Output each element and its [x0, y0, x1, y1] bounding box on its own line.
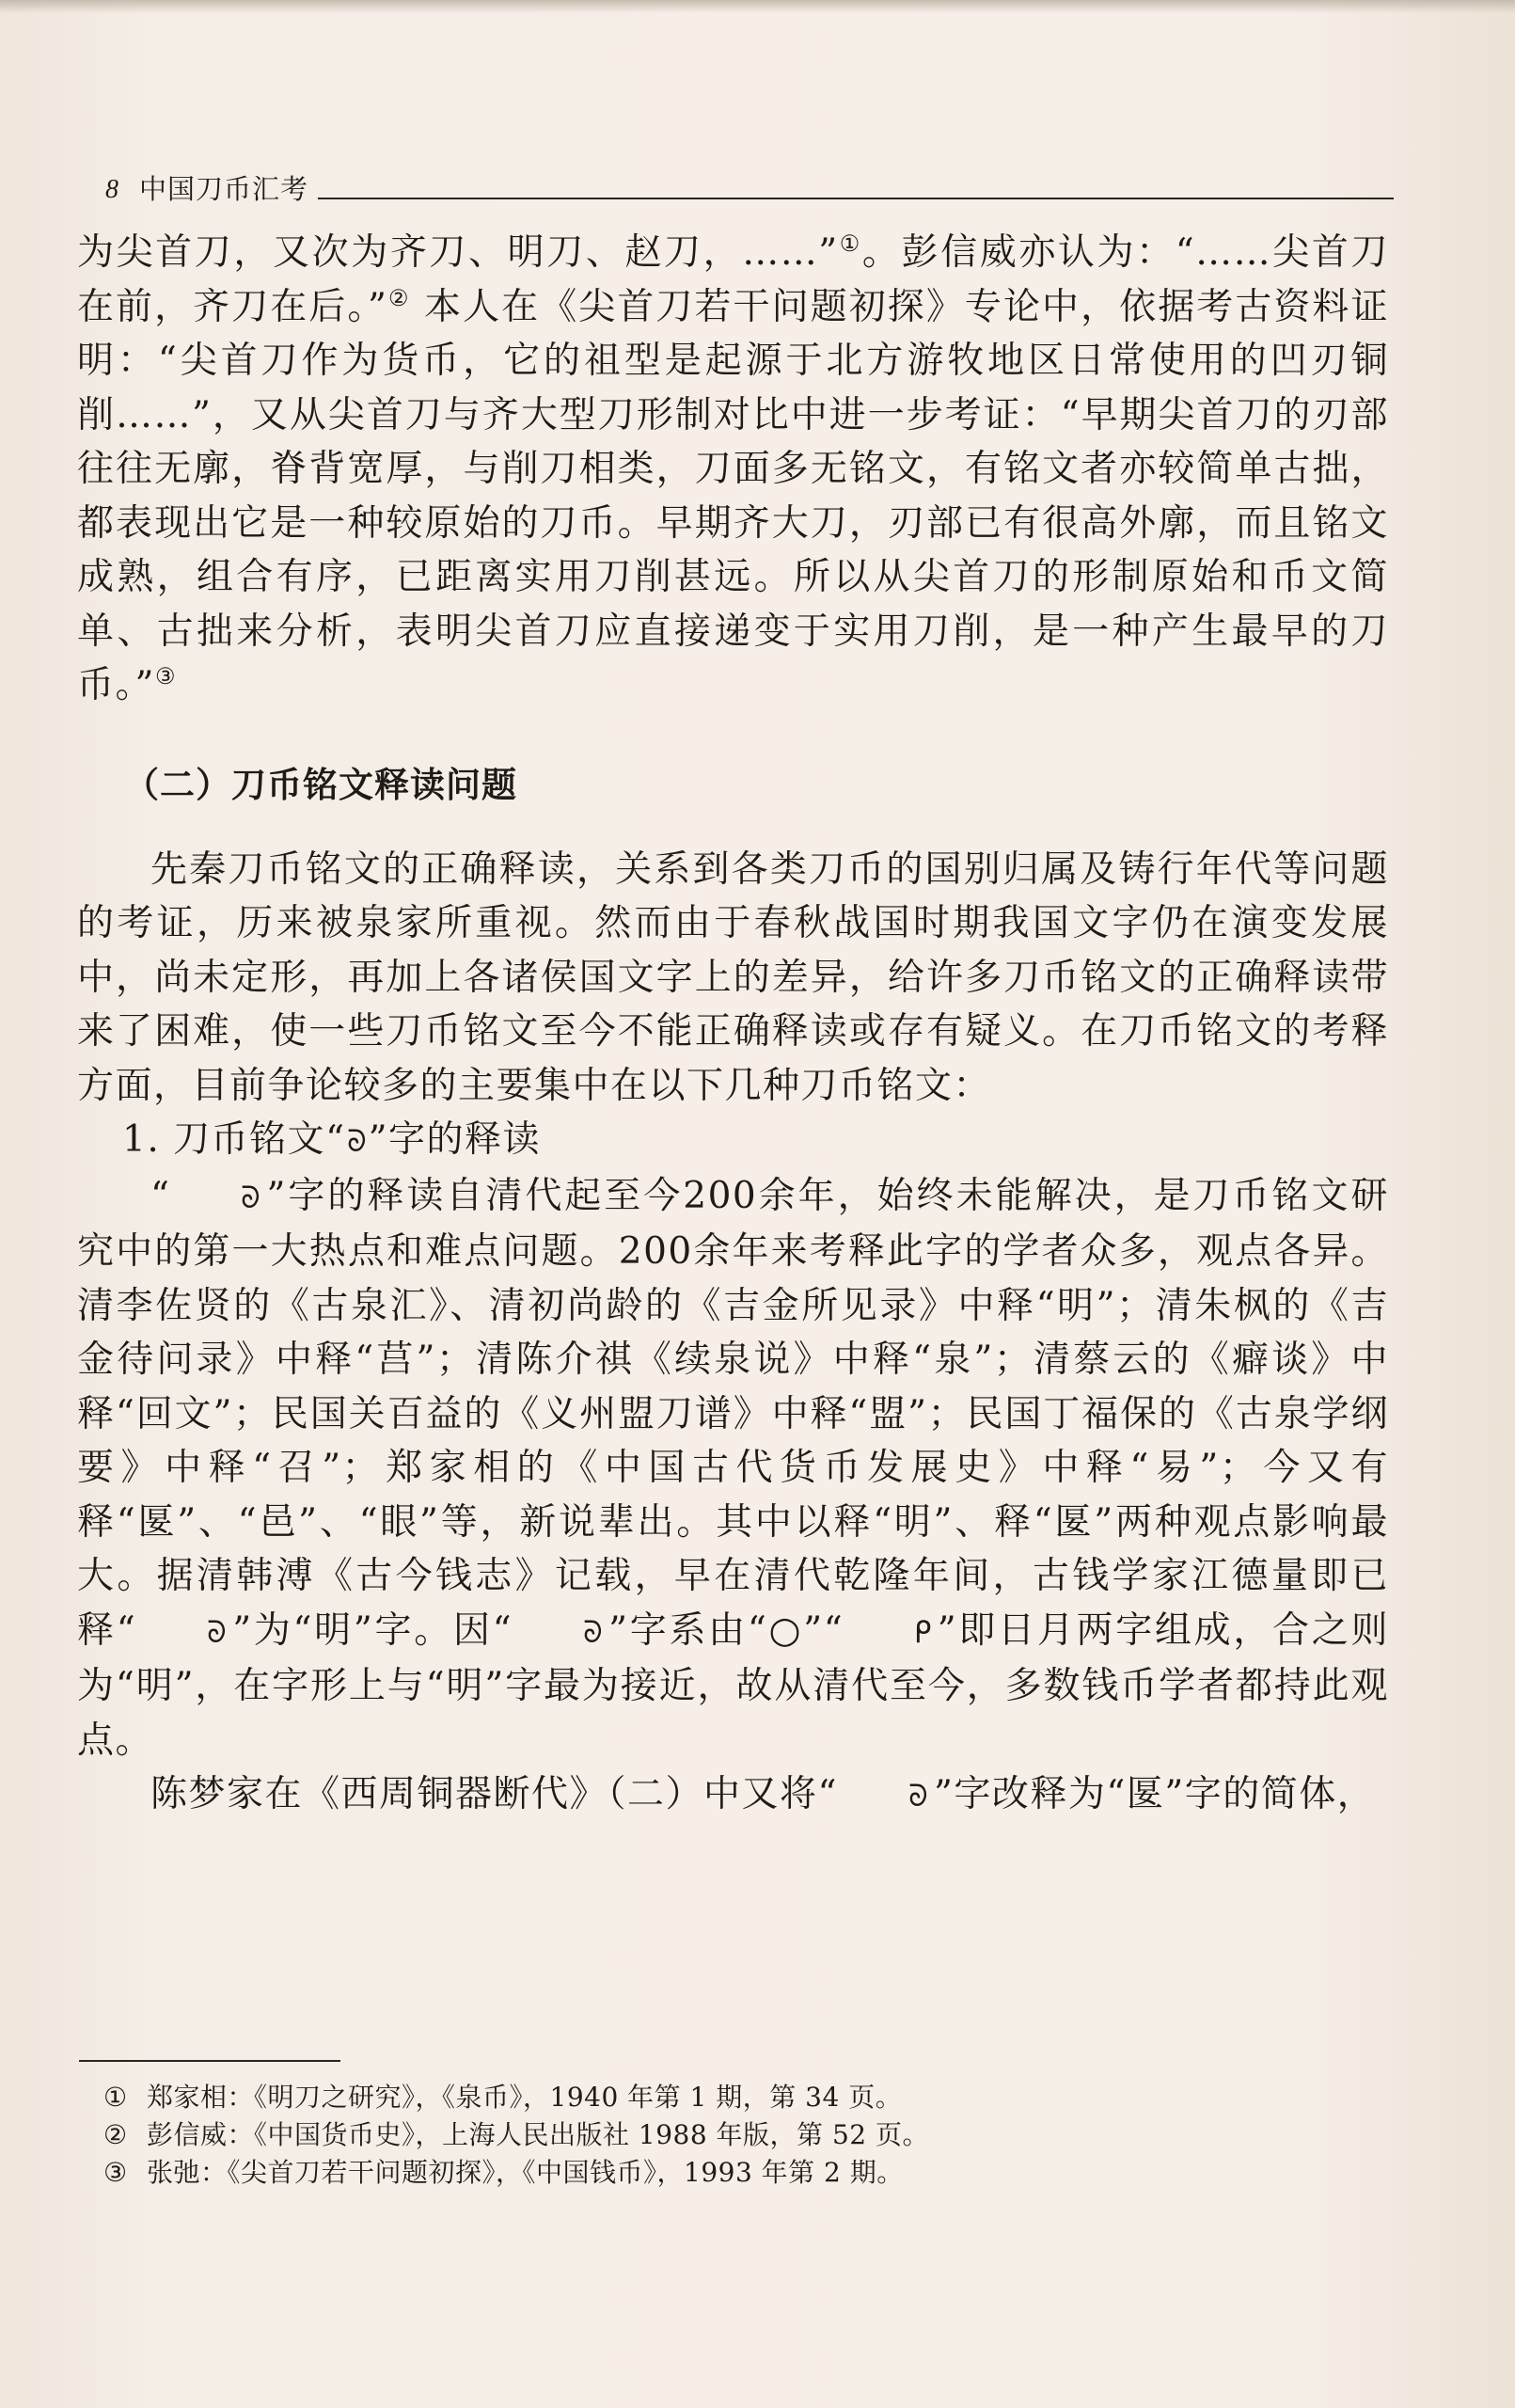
footnote-ref-2[interactable]: ② [387, 284, 411, 311]
footnote-1 [103, 2079, 1364, 2116]
paragraph-continued: 为尖首刀，又次为齐刀、明刀、赵刀，……”①。彭信威亦认为：“……尖首刀在前，齐刀在后。”② 本人在《尖首刀若干问题初探》专论中，依据考古资料证明：“尖首刀作为货币，它的祖型是起源于北方游牧地区日常使用的凹刃铜削……”，又从尖首刀与齐大型刀形制对比中进一步考证：“早期尖首刀的刃部往往无廓，脊背宽厚，与削刀相类，刀面多无铭文，有铭文者亦较简单古拙，都表现出它是一种较原始的刀币。早期齐大刀，刃部已有很高外廓，而且铭文成熟，组合有序，已距离实用刀削甚远。所以从尖首刀的形制原始和币文简单、古拙来分析，表明尖首刀应直接递变于实用刀削，是一种产生最早的刀币。”③ [77, 230, 1389, 706]
footnote-rule [79, 2060, 340, 2062]
ming-glyph-icon: ᘐ [908, 1778, 929, 1814]
section-heading: （二）刀币铭文释读问题 [124, 764, 517, 805]
paragraph-intro: 先秦刀币铭文的正确释读，关系到各类刀币的国别归属及铸行年代等问题的考证，历来被泉家所重视。然而由于春秋战国时期我国文字仍在演变发展中，尚未定形，再加上各诸侯国文字上的差异，给许多刀币铭文的正确释读带来了困难，使一些刀币铭文至今不能正确释读或存有疑义。在刀币铭文的考释方面，目前争论较多的主要集中在以下几种刀币铭文： [77, 848, 1389, 1107]
page-number: 8 [105, 175, 118, 204]
footnote-text: 彭信威：《中国货币史》，上海人民出版社 1988 年版，第 52 页。 [147, 2119, 929, 2150]
footnote-mark: ② [103, 2119, 128, 2150]
ming-glyph-icon: ᘐ [346, 1123, 368, 1159]
footnote-3 [103, 2154, 1364, 2192]
running-header [105, 162, 1394, 203]
footnotes [103, 2079, 1364, 2192]
running-title: 中国刀币汇考 [139, 173, 309, 205]
moon-glyph-icon: ᑭ [914, 1613, 933, 1650]
sub-heading-1: 1. 刀币铭文“ᘐ”字的释读 [77, 1113, 1389, 1169]
paragraph-ming-discussion: “ ᘐ ”字的释读自清代起至今200余年，始终未能解决，是刀币铭文研究中的第一大热点和难点问题。200余年来考释此字的学者众多，观点各异。清李佐贤的《古泉汇》、清初尚龄的《吉金所见录》中释“明”；清朱枫的《吉金待问录》中释“莒”；清陈介祺《续泉说》中释“泉”；清蔡云的《癖谈》中释“回文”；民国关百益的《义州盟刀谱》中释“盟”；民国丁福保的《古泉学纲要》中释“召”；郑家相的《中国古代货币发展史》中释“易”；今又有释“匽”、“邑”、“眼”等，新说辈出。其中以释“明”、释“匽”两种观点影响最大。据清韩溥《古今钱志》记载，早在清代乾隆年间，古钱学家江德量即已释“ ᘐ ”为“明”字。因“ ᘐ ”字系由“○”“ ᑭ ”即日月两字组成，合之则为“明”，在字形上与“明”字最为接近，故从清代至今，多数钱币学者都持此观点。 [77, 1169, 1389, 1768]
ming-glyph-icon: ᘐ [583, 1613, 605, 1650]
footnote-ref-3[interactable]: ③ [154, 663, 177, 689]
footnote-2 [103, 2116, 1364, 2154]
paragraph-chen-mengjia: 陈梦家在《西周铜器断代》（二）中又将“ ᘐ ”字改释为“匽”字的简体， [77, 1767, 1389, 1824]
body-text [77, 226, 1389, 1824]
ming-glyph-icon: ᘐ [241, 1179, 262, 1215]
page-top-edge [0, 0, 1515, 13]
footnote-ref-1[interactable]: ① [838, 230, 862, 257]
ming-glyph-icon: ᘐ [207, 1613, 229, 1650]
footnote-mark: ① [103, 2082, 128, 2113]
footnote-mark: ③ [103, 2157, 128, 2188]
footnote-text: 郑家相：《明刀之研究》，《泉币》，1940 年第 1 期，第 34 页。 [147, 2082, 903, 2113]
header-rule [318, 198, 1394, 199]
footnote-text: 张弛：《尖首刀若干问题初探》，《中国钱币》，1993 年第 2 期。 [147, 2157, 904, 2188]
